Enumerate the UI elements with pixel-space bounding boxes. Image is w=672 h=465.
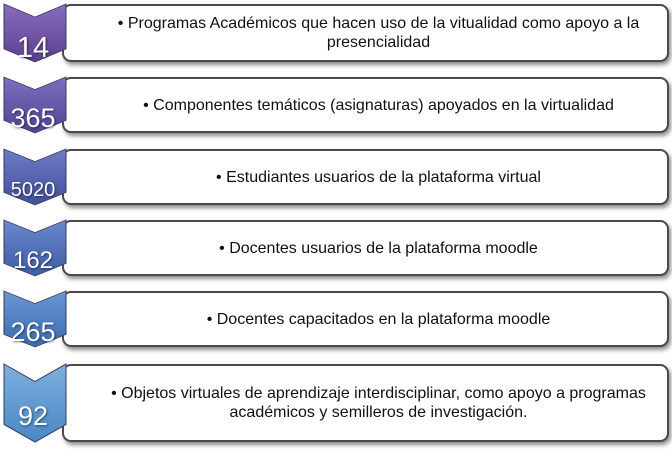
row-text: • Docentes usuarios de la plataforma moodle [219,239,538,257]
row-number: 92 [17,401,49,431]
row-text: • Objetos virtuales de aprendizaje interdisciplinar, como apoyo a programas académicos y semilleros de investigación. [111,385,646,421]
row-text: • Docentes capacitados en la plataforma moodle [206,310,551,328]
list-row-5 [0,291,672,347]
list-row-6 [0,364,672,442]
row-text-box [62,220,669,276]
row-text-box [62,77,669,133]
row-number: 5020 [10,179,56,201]
row-text: • Componentes temáticos (asignaturas) apoyados en la virtualidad [143,96,614,114]
row-text-box [62,364,669,442]
row-number: 162 [12,247,54,274]
row-text: • Programas Académicos que hacen uso de la vitualidad como apoyo a la presencialidad [117,15,640,51]
row-text-box [62,291,669,347]
row-number: 265 [10,317,56,347]
list-row-3 [0,149,672,205]
row-number: 365 [10,103,56,133]
row-text-box [62,4,669,62]
list-row-1 [0,4,672,62]
list-row-4 [0,220,672,276]
row-number: 14 [16,32,50,64]
list-row-2 [0,77,672,133]
row-text: • Estudiantes usuarios de la plataforma virtual [216,168,541,186]
row-text-box [62,149,669,205]
